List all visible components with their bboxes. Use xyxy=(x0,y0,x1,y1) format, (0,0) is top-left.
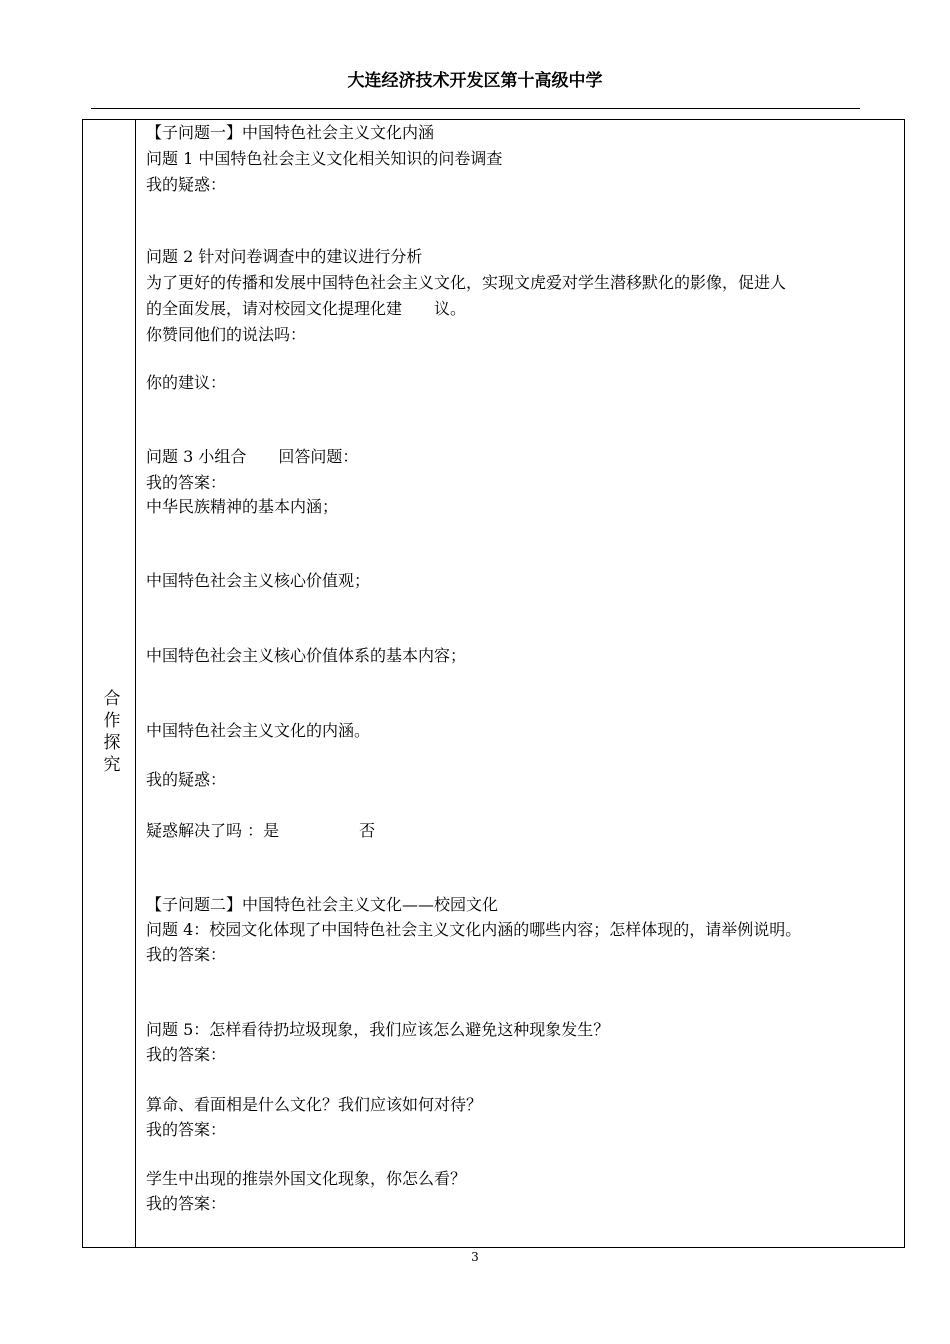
section-label-char: 究 xyxy=(103,755,121,775)
my-answer-label: 我的答案： xyxy=(146,1194,227,1213)
question-2-text-line-1: 为了更好的传播和发展中国特色社会主义文化，实现文虎爱对学生潜移默化的影像，促进人 xyxy=(146,273,787,292)
subquestion-1-heading: 【子问题一】中国特色社会主义文化内涵 xyxy=(146,123,435,142)
item-core-value-system: 中国特色社会主义核心价值体系的基本内容； xyxy=(146,646,467,665)
question-2: 问题 2 针对问卷调查中的建议进行分析 xyxy=(146,247,423,266)
my-answer-label: 我的答案： xyxy=(146,1120,227,1139)
page-number: 3 xyxy=(471,1250,479,1264)
fortune-telling-question: 算命、看面相是什么文化？我们应该如何对待？ xyxy=(146,1095,483,1114)
page-header-title: 大连经济技术开发区第十高级中学 xyxy=(347,71,603,91)
your-suggestion-label: 你的建议： xyxy=(146,373,227,392)
section-label-char: 作 xyxy=(103,711,121,731)
question-5: 问题 5：怎样看待扔垃圾现象，我们应该怎么避免这种现象发生？ xyxy=(146,1020,610,1039)
my-doubts-label: 我的疑惑： xyxy=(146,175,227,194)
item-culture-connotation: 中国特色社会主义文化的内涵。 xyxy=(146,721,371,740)
section-label-char: 探 xyxy=(103,733,121,753)
question-1: 问题 1 中国特色社会主义文化相关知识的问卷调查 xyxy=(146,149,503,168)
question-3: 问题 3 小组合 回答问题： xyxy=(146,447,359,466)
agree-prompt: 你赞同他们的说法吗： xyxy=(146,325,307,344)
column-divider xyxy=(135,119,136,1248)
item-national-spirit: 中华民族精神的基本内涵； xyxy=(146,497,339,516)
foreign-culture-question: 学生中出现的推崇外国文化现象，你怎么看？ xyxy=(146,1169,467,1188)
item-core-values: 中国特色社会主义核心价值观； xyxy=(146,571,371,590)
section-label-cooperative-inquiry xyxy=(97,688,127,776)
doubts-resolved-prompt: 疑惑解决了吗 ：是 否 xyxy=(146,821,376,840)
my-answer-label: 我的答案： xyxy=(146,945,227,964)
question-2-text-line-2: 的全面发展，请对校园文化提理化建 议。 xyxy=(146,299,467,318)
my-doubts-label: 我的疑惑： xyxy=(146,770,227,789)
my-answer-label: 我的答案： xyxy=(146,1045,227,1064)
section-label-char: 合 xyxy=(103,689,121,709)
subquestion-2-heading: 【子问题二】中国特色社会主义文化——校园文化 xyxy=(146,895,499,914)
question-4: 问题 4：校园文化体现了中国特色社会主义文化内涵的哪些内容；怎样体现的，请举例说明。 xyxy=(146,920,802,939)
my-answer-label: 我的答案： xyxy=(146,473,227,492)
header-rule xyxy=(91,108,860,109)
